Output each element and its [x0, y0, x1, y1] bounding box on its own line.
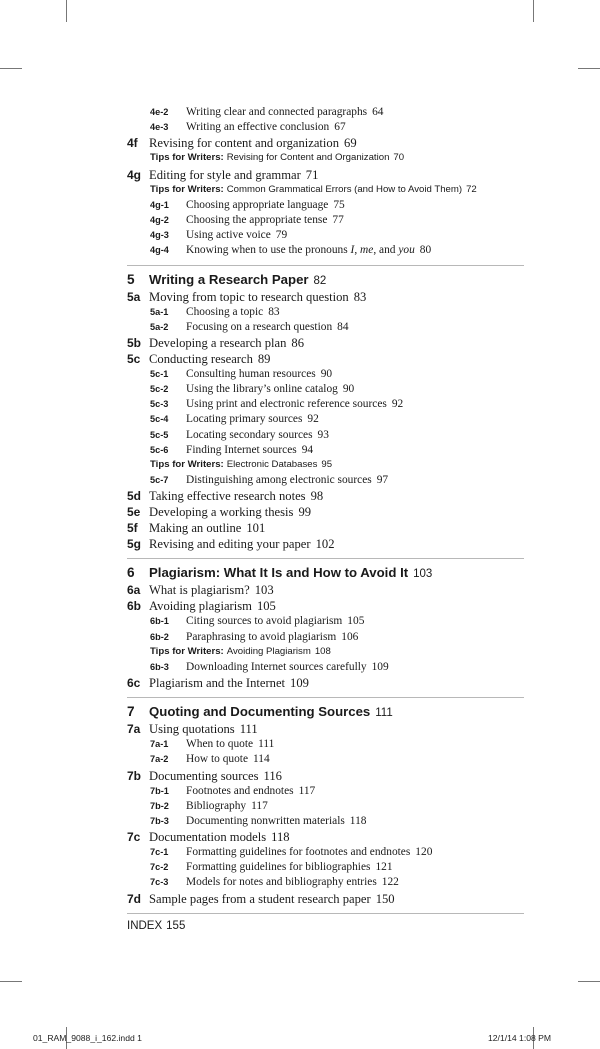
entry-title: Models for notes and bibliography entries: [186, 876, 377, 889]
entry-title: How to quote: [186, 753, 249, 766]
page-number: 105: [347, 615, 365, 628]
entry-title: Formatting guidelines for footnotes and endnotes: [186, 846, 411, 859]
entry-title: Bibliography: [186, 799, 247, 812]
entry-title: Using print and electronic reference sources: [186, 398, 387, 411]
subsection-entry: [150, 615, 524, 630]
subsection-entry: [150, 214, 524, 229]
tips-label: Tips for Writers:: [150, 152, 224, 164]
page-number: 83: [353, 289, 367, 304]
section-entry: [127, 599, 524, 615]
page-number: 99: [298, 505, 312, 520]
subsection-entry: [150, 121, 524, 136]
page-number: 116: [263, 768, 282, 783]
page-number: 80: [419, 244, 432, 257]
entry-number: 6b: [127, 599, 142, 614]
entry-title: Choosing a topic: [186, 305, 264, 318]
page-number: 90: [320, 367, 333, 380]
chapter-title: Writing a Research Paper: [149, 271, 309, 287]
entry-number: 6a: [127, 583, 141, 598]
entry-title: Paraphrasing to avoid plagiarism: [186, 630, 337, 643]
entry-number: 4g-4: [150, 245, 169, 256]
entry-number: 7b-3: [150, 815, 169, 826]
page-number: 77: [332, 213, 344, 226]
chapter-heading-5: [127, 272, 524, 290]
tips-label: Tips for Writers:: [150, 183, 224, 195]
entry-number: 5d: [127, 489, 142, 504]
entry-title: Knowing when to use the pronouns I, me, and you: [186, 244, 415, 257]
entry-title: Choosing appropriate language: [186, 198, 329, 211]
entry-title: What is plagiarism?: [149, 583, 250, 598]
page-number: 92: [391, 398, 404, 411]
entry-number: 7c-2: [150, 862, 169, 873]
subsection-entry: [150, 631, 524, 646]
page-number: 95: [321, 459, 333, 470]
entry-number: 4g-3: [150, 230, 169, 241]
subsection-entry: [150, 398, 524, 413]
entry-number: 7a: [127, 722, 141, 737]
page-number: 86: [291, 335, 305, 350]
tips-label: Tips for Writers:: [150, 459, 224, 470]
chapter-number: 5: [127, 271, 135, 287]
entry-title: Citing sources to avoid plagiarism: [186, 615, 343, 628]
page-number: 109: [290, 676, 309, 691]
section-entry: [127, 722, 524, 738]
entry-number: 6b-3: [150, 661, 169, 672]
subsection-entry: [150, 815, 524, 830]
entry-number: 7a-2: [150, 754, 169, 765]
page-number: 108: [314, 645, 331, 657]
entry-number: 4f: [127, 136, 138, 151]
page-number: 69: [344, 136, 357, 151]
entry-number: 5c-7: [150, 475, 169, 486]
page-number: 106: [341, 630, 359, 643]
section-entry: [127, 352, 524, 368]
section-entry: [127, 136, 524, 152]
subsection-entry: [150, 876, 524, 891]
section-entry: [127, 830, 524, 846]
entry-number: 4g-2: [150, 214, 169, 225]
subsection-entry: [150, 229, 524, 244]
entry-number: 7c: [127, 830, 141, 845]
entry-title: Avoiding plagiarism: [149, 599, 252, 614]
section-entry: [127, 505, 524, 521]
entry-number: 5c-3: [150, 399, 169, 410]
entry-number: 4e-3: [150, 122, 169, 133]
entry-title: Using active voice: [186, 229, 271, 242]
entry-title: Documenting nonwritten materials: [186, 814, 345, 827]
entry-title: Locating primary sources: [186, 413, 303, 426]
page-number: 83: [268, 305, 280, 318]
entry-title: Documentation models: [149, 830, 267, 845]
section-entry: [127, 583, 524, 599]
entry-title: Footnotes and endnotes: [186, 784, 294, 797]
subsection-entry: [150, 738, 524, 753]
subsection-entry: [150, 368, 524, 383]
toc-block-chapter-7: [127, 722, 524, 908]
subsection-entry: [150, 444, 524, 459]
subsection-entry: [150, 383, 524, 398]
page-number: 98: [310, 489, 324, 504]
page-number: 118: [349, 814, 367, 827]
entry-number: 4g-1: [150, 199, 169, 210]
entry-number: 5a: [127, 289, 141, 304]
entry-number: 6b-1: [150, 616, 169, 627]
subsection-entry: [150, 861, 524, 876]
entry-title: Editing for style and grammar: [149, 167, 301, 182]
section-divider: [127, 913, 524, 914]
page-number: 111: [239, 722, 258, 737]
chapter-heading-7: [127, 704, 524, 722]
subsection-entry: [150, 199, 524, 214]
subsection-entry: [150, 429, 524, 444]
entry-title: Writing an effective conclusion: [186, 121, 330, 134]
subsection-entry: [150, 244, 524, 259]
entry-number: 5b: [127, 335, 142, 350]
entry-title: Revising for Content and Organization: [226, 152, 390, 164]
page-number: 89: [257, 351, 271, 366]
entry-title: Common Grammatical Errors (and How to Avoid Them): [226, 183, 463, 195]
subsection-entry: [150, 785, 524, 800]
entry-title: Avoiding Plagiarism: [226, 645, 311, 657]
entry-title: When to quote: [186, 738, 254, 751]
section-entry: [127, 489, 524, 505]
entry-title: Developing a research plan: [149, 335, 287, 350]
entry-number: 5c-1: [150, 368, 169, 379]
entry-number: 4g: [127, 167, 142, 182]
entry-title: Writing clear and connected paragraphs: [186, 106, 368, 118]
page-number: 117: [298, 784, 316, 797]
page-number: 103: [254, 583, 274, 598]
entry-title: Locating secondary sources: [186, 428, 313, 441]
toc-block-chapter-5: [127, 290, 524, 554]
page-number: 92: [307, 413, 319, 426]
entry-title: Electronic Databases: [226, 459, 318, 470]
entry-title: Plagiarism and the Internet: [149, 676, 286, 691]
crop-mark: [0, 68, 22, 69]
page-number: 79: [275, 229, 288, 242]
entry-number: 5a-1: [150, 306, 169, 317]
page-number: 122: [381, 876, 399, 889]
index-label: INDEX: [127, 919, 163, 932]
entry-title: Revising for content and organization: [149, 136, 340, 151]
page-number: 64: [372, 106, 384, 118]
page-number: 94: [301, 443, 314, 456]
chapter-title: Quoting and Documenting Sources: [149, 704, 371, 720]
chapter-heading-6: [127, 565, 524, 583]
subsection-entry: [150, 753, 524, 768]
entry-number: 5a-2: [150, 321, 169, 332]
crop-mark: [533, 0, 534, 22]
entry-title: Revising and editing your paper: [149, 537, 311, 552]
index-entry: [127, 920, 524, 936]
subsection-entry: [150, 474, 524, 489]
tips-for-writers-entry: [150, 646, 524, 661]
entry-number: 5c: [127, 351, 141, 366]
page-number: 105: [256, 599, 276, 614]
entry-title: Moving from topic to research question: [149, 289, 349, 304]
entry-number: 7a-1: [150, 739, 169, 750]
entry-number: 7c-1: [150, 847, 169, 858]
section-divider: [127, 697, 524, 698]
page-number: 70: [393, 152, 405, 164]
subsection-entry: [150, 106, 524, 121]
page-number: 120: [415, 846, 433, 859]
tips-label: Tips for Writers:: [150, 645, 224, 657]
entry-number: 7c-3: [150, 877, 169, 888]
entry-title: Finding Internet sources: [186, 443, 297, 456]
entry-title: Distinguishing among electronic sources: [186, 474, 372, 487]
section-entry: [127, 892, 524, 908]
crop-mark: [578, 68, 600, 69]
crop-mark: [0, 981, 22, 982]
subsection-entry: [150, 800, 524, 815]
entry-number: 7b: [127, 768, 142, 783]
subsection-entry: [150, 661, 524, 676]
entry-title: Downloading Internet sources carefully: [186, 660, 367, 673]
footer-timestamp: 12/1/14 1:08 PM: [488, 1033, 552, 1043]
page-number: 101: [246, 521, 266, 536]
page-number: 121: [375, 861, 393, 874]
crop-mark: [66, 0, 67, 22]
entry-title: Sample pages from a student research paper: [149, 891, 371, 906]
tips-for-writers-entry: [150, 459, 524, 474]
entry-number: 5c-2: [150, 384, 169, 395]
section-entry: [127, 676, 524, 692]
entry-title: Consulting human resources: [186, 367, 316, 380]
entry-number: 5c-4: [150, 414, 169, 425]
subsection-entry: [150, 306, 524, 321]
tips-for-writers-entry: [150, 184, 524, 199]
entry-number: 6c: [127, 676, 141, 691]
page-number: 90: [342, 383, 355, 396]
chapter-number: 7: [127, 704, 135, 720]
page-number: 111: [375, 707, 393, 720]
entry-number: 5c-5: [150, 429, 169, 440]
page-number: 150: [375, 891, 395, 906]
subsection-entry: [150, 321, 524, 336]
entry-number: 4e-2: [150, 107, 169, 117]
page-number: 111: [258, 738, 275, 751]
entry-title: Making an outline: [149, 521, 242, 536]
page-number: 155: [166, 919, 186, 932]
entry-number: 7b-2: [150, 800, 169, 811]
page-number: 71: [305, 167, 319, 182]
crop-mark: [578, 981, 600, 982]
section-entry: [127, 290, 524, 306]
page-number: 114: [253, 753, 270, 766]
entry-title: Formatting guidelines for bibliographies: [186, 861, 371, 874]
entry-number: 5c-6: [150, 444, 169, 455]
page-number: 102: [315, 537, 335, 552]
section-entry: [127, 521, 524, 537]
entry-title: Focusing on a research question: [186, 320, 333, 333]
toc-block-chapter-6: [127, 583, 524, 692]
section-entry: [127, 168, 524, 184]
page-number: 82: [313, 274, 327, 287]
footer-file-name: 01_RAM_9088_i_162.indd 1: [33, 1033, 142, 1043]
section-entry: [127, 769, 524, 785]
section-divider: [127, 265, 524, 266]
entry-title: Taking effective research notes: [149, 489, 306, 504]
chapter-number: 6: [127, 565, 135, 581]
entry-title: Documenting sources: [149, 768, 259, 783]
entry-title: Choosing the appropriate tense: [186, 213, 328, 226]
toc-block-chapter-4: [127, 106, 524, 260]
page-number: 75: [333, 198, 345, 211]
entry-number: 7d: [127, 891, 142, 906]
entry-number: 6b-2: [150, 631, 169, 642]
section-entry: [127, 537, 524, 553]
subsection-entry: [150, 413, 524, 428]
page-number: 118: [271, 830, 290, 845]
entry-title: Using quotations: [149, 722, 235, 737]
entry-number: 7b-1: [150, 785, 169, 796]
table-of-contents: [127, 106, 524, 936]
entry-title: Developing a working thesis: [149, 505, 294, 520]
page-number: 97: [376, 474, 389, 487]
page-number: 67: [334, 121, 346, 134]
entry-title: Conducting research: [149, 351, 253, 366]
section-divider: [127, 558, 524, 559]
page-number: 103: [413, 568, 433, 581]
section-entry: [127, 336, 524, 352]
entry-number: 5g: [127, 537, 142, 552]
chapter-title: Plagiarism: What It Is and How to Avoid It: [149, 565, 409, 581]
tips-for-writers-entry: [150, 152, 524, 167]
entry-number: 5e: [127, 505, 141, 520]
page-number: 72: [466, 183, 477, 195]
page-number: 93: [317, 428, 329, 441]
page-number: 109: [371, 660, 389, 673]
entry-number: 5f: [127, 521, 138, 536]
page-number: 117: [251, 799, 268, 812]
entry-title: Using the library’s online catalog: [186, 383, 338, 396]
page-number: 84: [337, 320, 349, 333]
subsection-entry: [150, 846, 524, 861]
